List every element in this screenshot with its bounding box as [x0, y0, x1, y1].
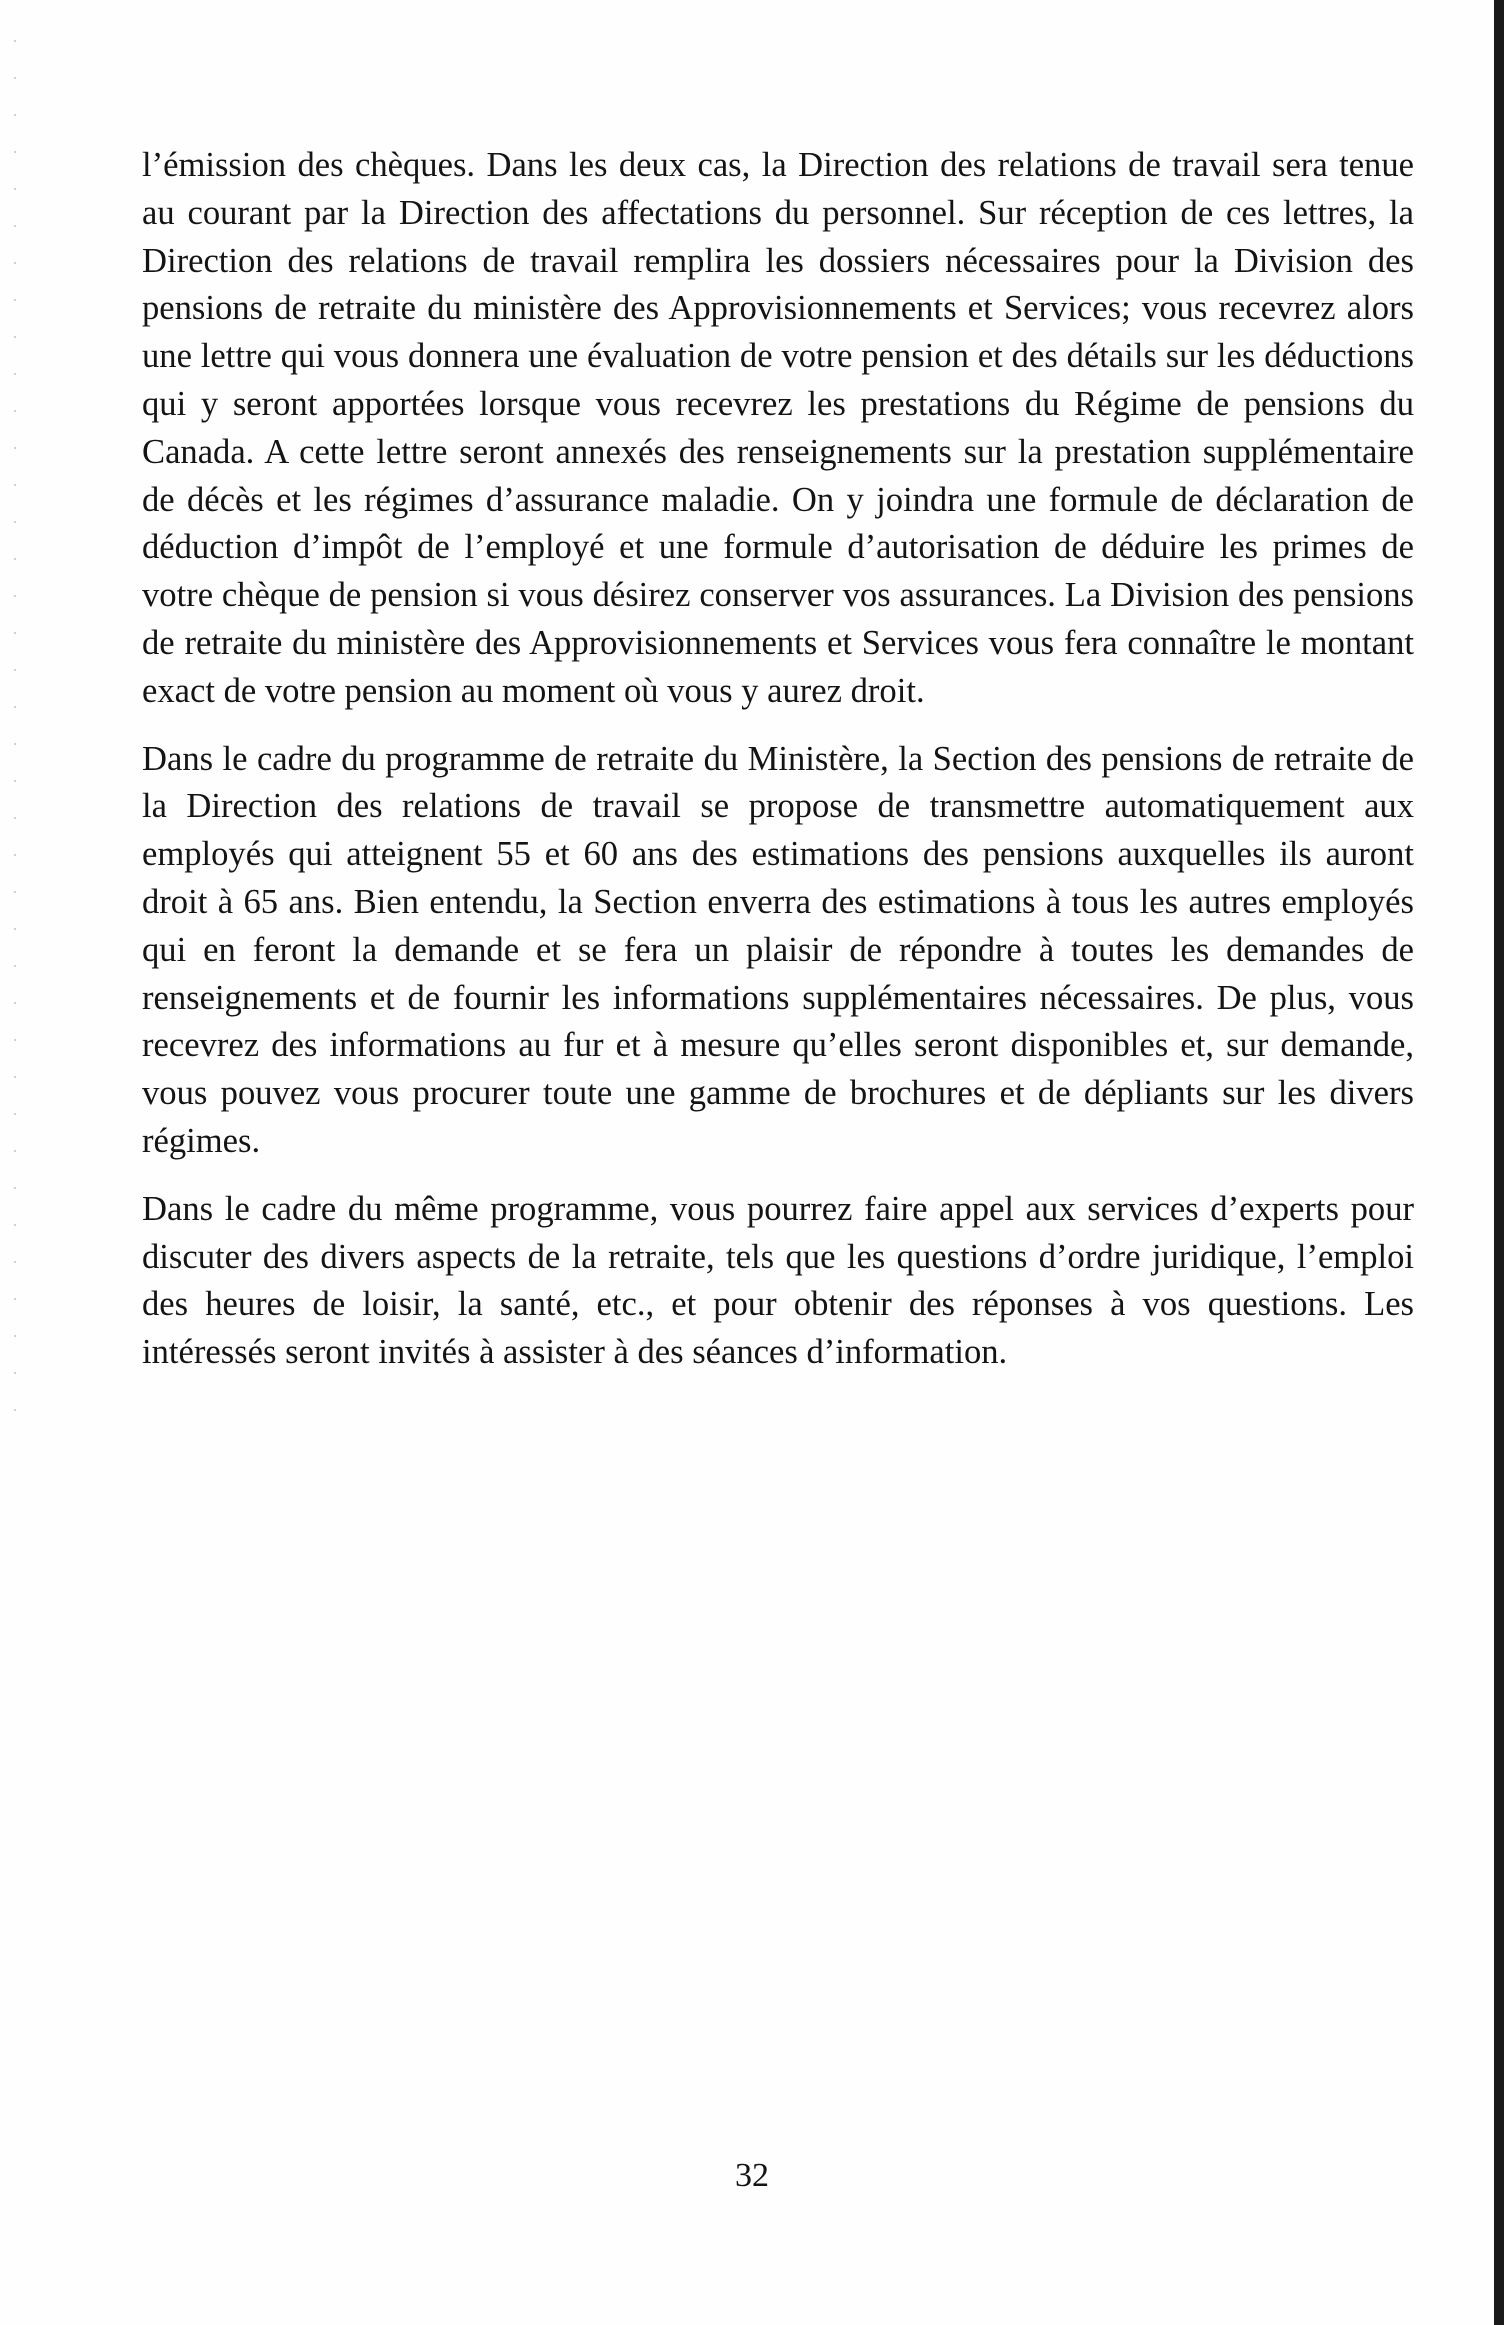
paragraph-pension-letter: l’émission des chèques. Dans les deux cas, la Direction des relations de travail sera tenue au courant par la Direction des affectations du personnel. Sur réception de ces lettres, la Direction des relations de travail remplira les dossiers nécessaires pour la Division des pensions de retraite du ministère des Approvisionnements et Services; vous recevrez alors une lettre qui vous donnera une évaluation de votre pension et des détails sur les déductions qui y seront apportées lorsque vous recevrez les prestations du Régime de pensions du Canada. A cette lettre seront annexés des renseignements sur la prestation supplémentaire de décès et les régimes d’assurance maladie. On y joindra une formule de déclaration de déduction d’impôt de l’employé et une formule d’autorisation de déduire les primes de votre chèque de pension si vous désirez conserver vos assurances. La Division des pensions de retraite du ministère des Approvisionnements et Services vous fera connaître le montant exact de votre pension au moment où vous y aurez droit. [142, 146, 1414, 710]
page-edge-shadow [1494, 0, 1504, 2325]
paragraph-experts-sessions: Dans le cadre du même programme, vous pourrez faire appel aux services d’experts pour discuter des divers aspects de la retraite, tels que les questions d’ordre juridique, l’emploi des heures de loisir, la santé, etc., et pour obtenir des réponses à vos questions. Les intéressés seront invités à assister à des séances d’information. [142, 1189, 1414, 1372]
scan-artifact [14, 40, 16, 1440]
paragraph-retirement-program: Dans le cadre du programme de retraite du Ministère, la Section des pensions de retraite de la Direction des relations de travail se propose de transmettre automatiquement aux employés qui atteignent 55 et 60 ans des estimations des pensions auxquelles ils auront droit à 65 ans. Bien entendu, la Section enverra des estimations à tous les autres employés qui en feront la demande et se fera un plaisir de répondre à toutes les demandes de renseignements et de fournir les informations supplémentaires nécessaires. De plus, vous recevrez des informations au fur et à mesure qu’elles seront disponibles et, sur demande, vous pouvez vous procurer toute une gamme de brochures et de dépliants sur les divers régimes. [142, 739, 1414, 1160]
page-number: 32 [735, 2157, 769, 2194]
body-text [142, 142, 1414, 1397]
